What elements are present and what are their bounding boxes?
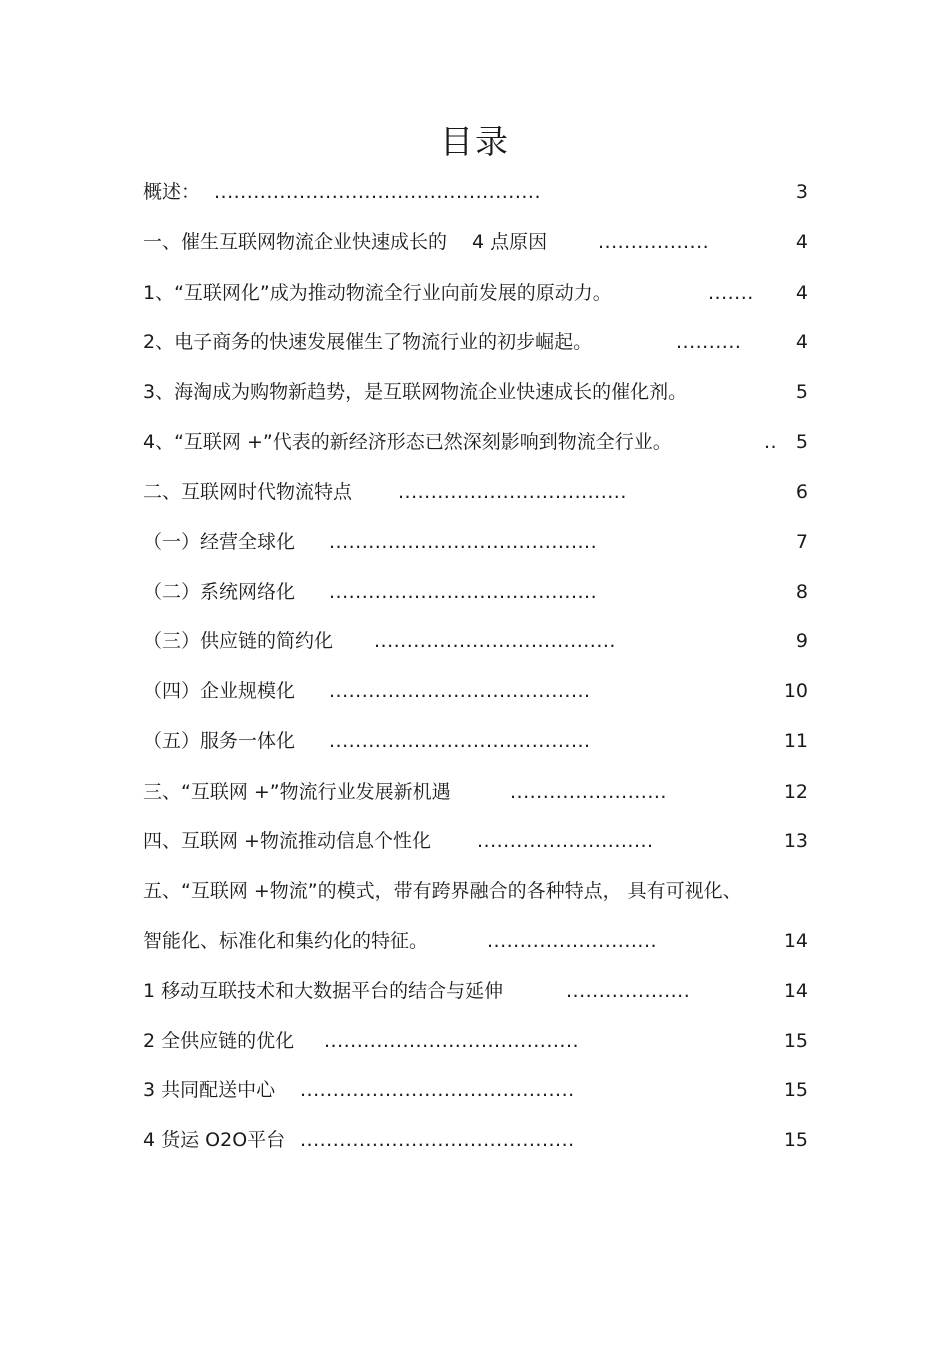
toc-entry-text: 三、“互联网 +”物流行业发展新机遇 bbox=[143, 781, 451, 803]
toc-entry-leader: .......................................... bbox=[300, 1129, 575, 1151]
toc-entry-page: 12 bbox=[783, 781, 808, 803]
toc-entry-page: 4 bbox=[795, 282, 808, 304]
toc-entry-text: 五、“互联网 +物流”的模式，带有跨界融合的各种特点， 具有可视化、 bbox=[143, 880, 742, 902]
toc-entry-leader: ................... bbox=[566, 980, 691, 1002]
toc-entry-text: （二）系统网络化 bbox=[143, 581, 296, 603]
toc-entry-text: 2、电子商务的快速发展催生了物流行业的初步崛起。 bbox=[143, 331, 593, 353]
toc-entry[interactable] bbox=[0, 726, 950, 756]
toc-entry-leader: ....... bbox=[708, 282, 754, 304]
toc-entry-text: 2 全供应链的优化 bbox=[143, 1030, 295, 1052]
toc-entry-leader: ................................... bbox=[398, 481, 627, 503]
toc-entry[interactable] bbox=[0, 327, 950, 357]
toc-entry-page: 3 bbox=[795, 181, 808, 203]
toc-entry-page: 5 bbox=[795, 381, 808, 403]
toc-entry-page: 5 bbox=[795, 431, 808, 453]
toc-entry-leader: .................................................. bbox=[214, 181, 541, 203]
toc-entry[interactable] bbox=[0, 1125, 950, 1155]
toc-entry-page: 15 bbox=[783, 1129, 808, 1151]
toc-entry-leader: ........................................ bbox=[329, 730, 591, 752]
toc-entry-leader: ................. bbox=[598, 231, 710, 253]
toc-entry-page: 13 bbox=[783, 830, 808, 852]
toc-entry-text: （三）供应链的简约化 bbox=[143, 630, 334, 652]
toc-entry-text: 二、互联网时代物流特点 bbox=[143, 481, 353, 503]
toc-entry-text: 概述： bbox=[143, 181, 201, 203]
toc-entry-leader: ........................... bbox=[477, 830, 654, 852]
toc-entry[interactable] bbox=[0, 377, 950, 407]
toc-entry[interactable] bbox=[0, 278, 950, 308]
toc-entry-page: 4 bbox=[795, 331, 808, 353]
toc-entry-page: 9 bbox=[795, 630, 808, 652]
toc-entry-page: 14 bbox=[783, 980, 808, 1002]
toc-entry-page: 11 bbox=[783, 730, 808, 752]
toc-entry-text: （四）企业规模化 bbox=[143, 680, 296, 702]
toc-entry-text: （一）经营全球化 bbox=[143, 531, 296, 553]
toc-entry-leader: .. bbox=[764, 431, 778, 453]
toc-entry-leader: .......... bbox=[676, 331, 742, 353]
page-title: 目录 bbox=[440, 122, 510, 161]
toc-entry[interactable] bbox=[0, 1075, 950, 1105]
toc-entry-text: 1、“互联网化”成为推动物流全行业向前发展的原动力。 bbox=[143, 282, 612, 304]
toc-entry[interactable] bbox=[0, 577, 950, 607]
toc-entry-leader: ........................ bbox=[510, 781, 667, 803]
toc-entry-page: 10 bbox=[783, 680, 808, 702]
toc-entry-leader: ....................................... bbox=[324, 1030, 580, 1052]
toc-entry-page: 15 bbox=[783, 1079, 808, 1101]
toc-entry[interactable] bbox=[0, 876, 950, 906]
toc-entry[interactable] bbox=[0, 1026, 950, 1056]
toc-entry[interactable] bbox=[0, 227, 950, 257]
toc-entry-page: 6 bbox=[795, 481, 808, 503]
toc-entry[interactable] bbox=[0, 527, 950, 557]
toc-entry[interactable] bbox=[0, 626, 950, 656]
toc-entry[interactable] bbox=[0, 177, 950, 207]
toc-entry-page: 14 bbox=[783, 930, 808, 952]
toc-entry[interactable] bbox=[0, 427, 950, 457]
toc-entry[interactable] bbox=[0, 926, 950, 956]
toc-entry-page: 4 bbox=[795, 231, 808, 253]
toc-entry-leader: ..................................... bbox=[374, 630, 616, 652]
toc-entry-text: 3、海淘成为购物新趋势，是互联网物流企业快速成长的催化剂。 bbox=[143, 381, 688, 403]
toc-entry-leader: ......................................... bbox=[329, 531, 598, 553]
toc-entry-text: 四、互联网 +物流推动信息个性化 bbox=[143, 830, 431, 852]
toc-entry-leader: ......................................... bbox=[329, 581, 598, 603]
toc-entry-page: 8 bbox=[795, 581, 808, 603]
toc-entry-text: （五）服务一体化 bbox=[143, 730, 296, 752]
toc-entry[interactable] bbox=[0, 976, 950, 1006]
toc-entry[interactable] bbox=[0, 777, 950, 807]
toc-entry[interactable] bbox=[0, 826, 950, 856]
toc-entry-page: 15 bbox=[783, 1030, 808, 1052]
toc-entry-text: 4、“互联网 +”代表的新经济形态已然深刻影响到物流全行业。 bbox=[143, 431, 672, 453]
toc-entry-text: 4 货运 O2O平台 bbox=[143, 1129, 286, 1151]
toc-entry-text: 一、催生互联网物流企业快速成长的 4 点原因 bbox=[143, 231, 548, 253]
toc-entry-leader: ........................................ bbox=[329, 680, 591, 702]
toc-entry[interactable] bbox=[0, 676, 950, 706]
toc-entry-text: 智能化、标准化和集约化的特征。 bbox=[143, 930, 429, 952]
toc-entry-leader: .......................... bbox=[487, 930, 658, 952]
toc-entry-text: 1 移动互联技术和大数据平台的结合与延伸 bbox=[143, 980, 504, 1002]
toc-entry-leader: .......................................... bbox=[300, 1079, 575, 1101]
toc-entry[interactable] bbox=[0, 477, 950, 507]
toc-entry-text: 3 共同配送中心 bbox=[143, 1079, 276, 1101]
toc-entry-page: 7 bbox=[795, 531, 808, 553]
